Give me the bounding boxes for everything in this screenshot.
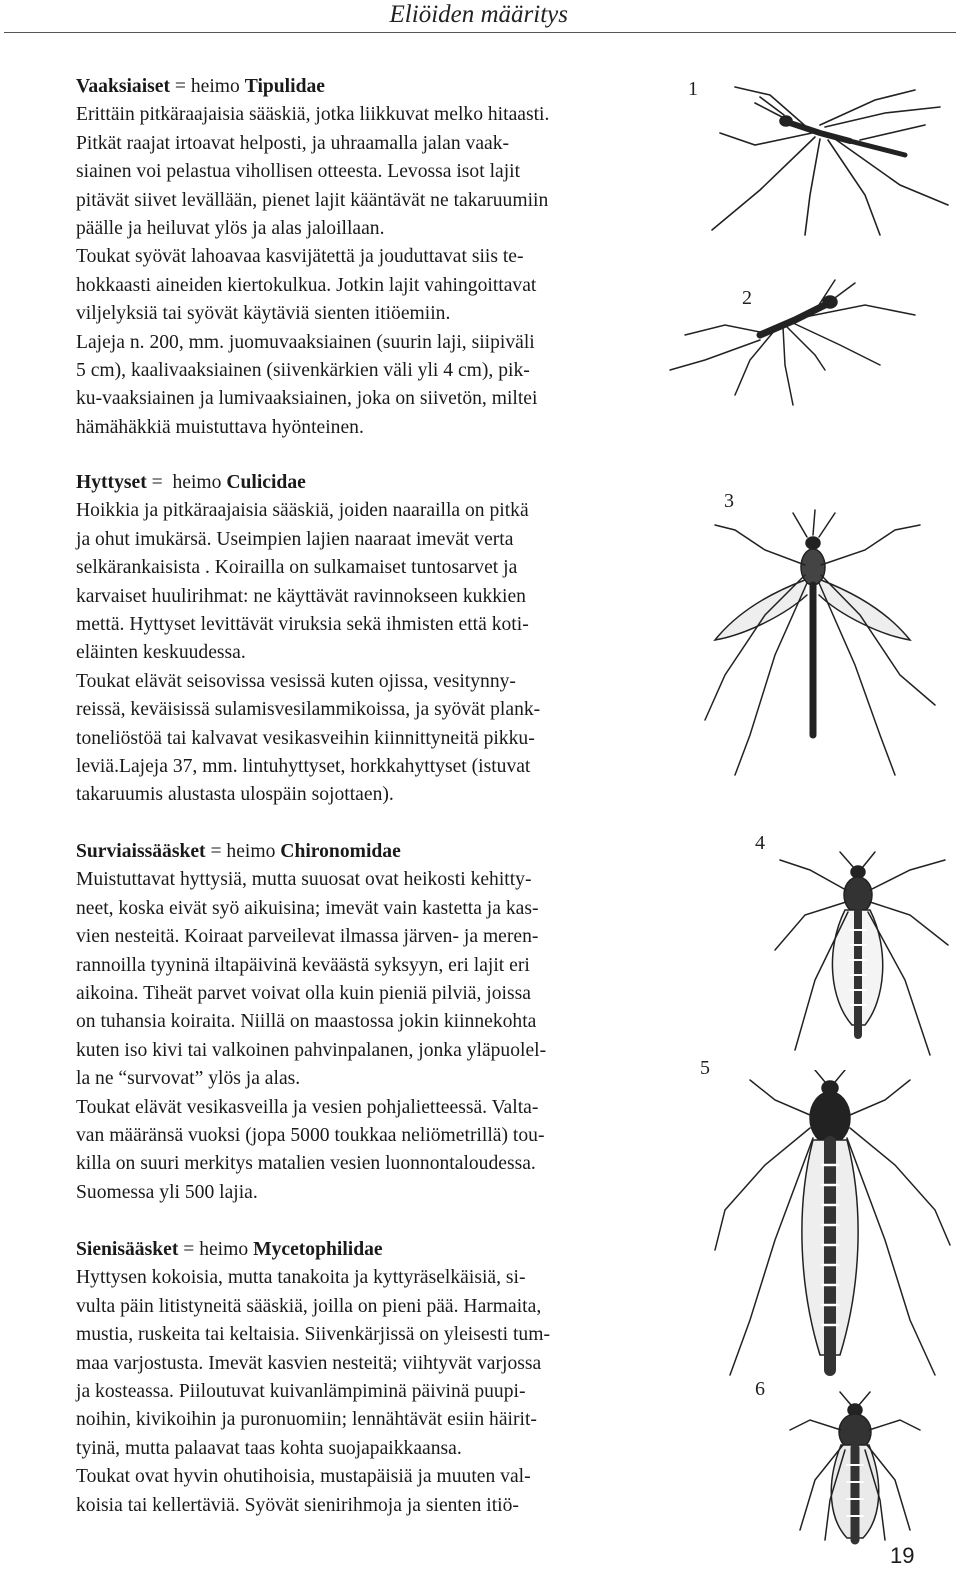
body-line: Erittäin pitkäraajaisia sääskiä, jotka liikkuvat melko hitaasti. (76, 104, 550, 126)
fungus-gnat-illustration-6 (785, 1390, 925, 1545)
section-tipulidae (76, 73, 676, 442)
section-mycetophilidae (76, 1236, 676, 1520)
common-name: Hyttyset (76, 472, 147, 493)
body-line: rannoilla tyyninä iltapäivinä keväästä syksyyn, eri lajit eri (76, 954, 530, 976)
body-line: Pitkät raajat irtoavat helposti, ja uhraamalla jalan vaak- (76, 132, 510, 154)
body-line: viljelyksiä tai syövät käytäviä sienten itiöemiin. (76, 303, 451, 325)
page-number: 19 (890, 1543, 915, 1568)
body-line: Muistuttavat hyttysiä, mutta suuosat ovat heikosti kehitty- (76, 869, 532, 891)
body-line: on tuhansia koiraita. Niillä on maastossa jokin kiinnekohta (76, 1011, 537, 1033)
body-line: päälle ja heiluvat ylös ja alas jaloillaan. (76, 218, 385, 240)
figure-label-1: 1 (688, 78, 698, 100)
midge-illustration-4 (770, 850, 955, 1060)
heading-separator: = heimo (170, 76, 245, 97)
figure-label-3: 3 (724, 490, 734, 512)
section-chironomidae (76, 838, 676, 1207)
body-line: Suomessa yli 500 lajia. (76, 1181, 258, 1203)
body-line: mustia, ruskeita tai keltaisia. Siivenkärjissä on yleisesti tum- (76, 1324, 550, 1346)
header-rule (4, 32, 956, 33)
body-line: Toukat elävät vesikasveilla ja vesien pohjalietteessä. Valta- (76, 1096, 539, 1118)
page-header (0, 0, 960, 34)
body-line: aikoina. Tiheät parvet voivat olla kuin pieniä pilviä, joissa (76, 983, 531, 1005)
body-line: Toukat elävät seisovissa vesissä kuten ojissa, vesitynny- (76, 670, 516, 692)
body-line: hämähäkkiä muistuttava hyönteinen. (76, 416, 364, 438)
body-line: vulta päin litistyneitä sääskiä, joilla on pieni pää. Harmaita, (76, 1295, 542, 1317)
body-line: takaruumis alustasta ulospäin sojottaen). (76, 784, 394, 806)
section-heading (76, 1236, 676, 1264)
family-name: Chironomidae (280, 841, 401, 862)
figure-label-4: 4 (755, 832, 765, 854)
body-line: koisia tai kellertäviä. Syövät sienirihmoja ja sienten itiö- (76, 1494, 519, 1516)
section-heading (76, 469, 676, 497)
family-name: Mycetophilidae (253, 1239, 383, 1260)
body-line: Hyttysen kokoisia, mutta tanakoita ja kyttyräselkäisiä, si- (76, 1267, 526, 1289)
body-line: ja kosteassa. Piiloutuvat kuivanlämpiminä päivinä puupi- (76, 1381, 526, 1403)
common-name: Surviaissääsket (76, 841, 206, 862)
header-title: Eliöiden määritys (389, 1, 568, 28)
body-line: la ne “survovat” ylös ja alas. (76, 1068, 301, 1090)
body-line: leviä.Lajeja 37, mm. lintuhyttyset, horkkahyttyset (istuvat (76, 756, 531, 778)
body-line: 5 cm), kaalivaaksiainen (siivenkärkien väli yli 4 cm), pik- (76, 360, 530, 382)
body-line: maa varjostusta. Imevät kasvien nesteitä; viihtyvät varjossa (76, 1352, 542, 1374)
body-line: Lajeja n. 200, mm. juomuvaaksiainen (suurin laji, siipiväli (76, 331, 535, 353)
body-line: pitävät siivet levällään, pienet lajit kääntävät ne takaruumiin (76, 189, 549, 211)
section-heading (76, 73, 676, 101)
body-line: noihin, kivikoihin ja puronuomiin; lennähtävät esiin häirit- (76, 1409, 537, 1431)
body-line: vien nesteitä. Koiraat parveilevat ilmassa järven- ja meren- (76, 926, 539, 948)
body-line: mettä. Hyttyset levittävät viruksia sekä ihmisten että koti- (76, 614, 529, 636)
body-line: karvaiset huulirihmat: ne käyttävät ravinnokseen kukkien (76, 585, 526, 607)
section-heading (76, 838, 676, 866)
section-culicidae (76, 469, 676, 810)
figure-label-5: 5 (700, 1057, 710, 1079)
body-line: Hoikkia ja pitkäraajaisia sääskiä, joiden naarailla on pitkä (76, 500, 529, 522)
crane-fly-illustration-1 (700, 85, 955, 245)
body-line: siainen voi pelastua vihollisen otteesta. Levossa isot lajit (76, 161, 521, 183)
figure-label-6: 6 (755, 1378, 765, 1400)
figure-label-2: 2 (742, 287, 752, 309)
body-line: killa on suuri merkitys matalien vesien luonnontaloudessa. (76, 1153, 536, 1175)
body-line: neet, koska eivät syö aikuisina; imevät vain kastetta ja kas- (76, 897, 539, 919)
body-line: eläinten keskuudessa. (76, 642, 246, 664)
body-line: selkärankaisista . Koirailla on sulkamaiset tuntosarvet ja (76, 557, 518, 579)
body-line: hokkaasti aineiden kiertokulkua. Jotkin lajit vahingoittavat (76, 274, 537, 296)
body-line: Toukat syövät lahoavaa kasvijätettä ja jouduttavat siis te- (76, 246, 524, 268)
midge-illustration-5 (705, 1070, 955, 1380)
family-name: Culicidae (226, 472, 306, 493)
body-line: ja ohut imukärsä. Useimpien lajien naaraat imevät verta (76, 528, 514, 550)
heading-separator: = heimo (146, 472, 227, 493)
crane-fly-illustration-2 (665, 275, 925, 410)
family-name: Tipulidae (244, 76, 325, 97)
heading-separator: = heimo (205, 841, 281, 862)
body-line: Toukat ovat hyvin ohutihoisia, mustapäisiä ja muuten val- (76, 1466, 531, 1488)
body-line: tyinä, mutta palaavat taas kohta suojapaikkaansa. (76, 1437, 462, 1459)
body-line: ku-vaaksiainen ja lumivaaksiainen, joka on siivetön, miltei (76, 388, 538, 410)
body-line: toneliöstöä tai kalvavat vesikasveihin kiinnittyneitä pikku- (76, 727, 535, 749)
body-line: reissä, keväisissä sulamisvesilammikoissa, ja syövät plank- (76, 699, 541, 721)
common-name: Sienisääsket (76, 1239, 179, 1260)
body-line: kuten iso kivi tai valkoinen pahvinpalanen, jonka yläpuolel- (76, 1039, 547, 1061)
heading-separator: = heimo (178, 1239, 254, 1260)
mosquito-illustration-3 (695, 505, 945, 780)
body-line: van määränsä vuoksi (jopa 5000 toukkaa neliömetrillä) tou- (76, 1125, 545, 1147)
common-name: Vaaksiaiset (76, 76, 170, 97)
